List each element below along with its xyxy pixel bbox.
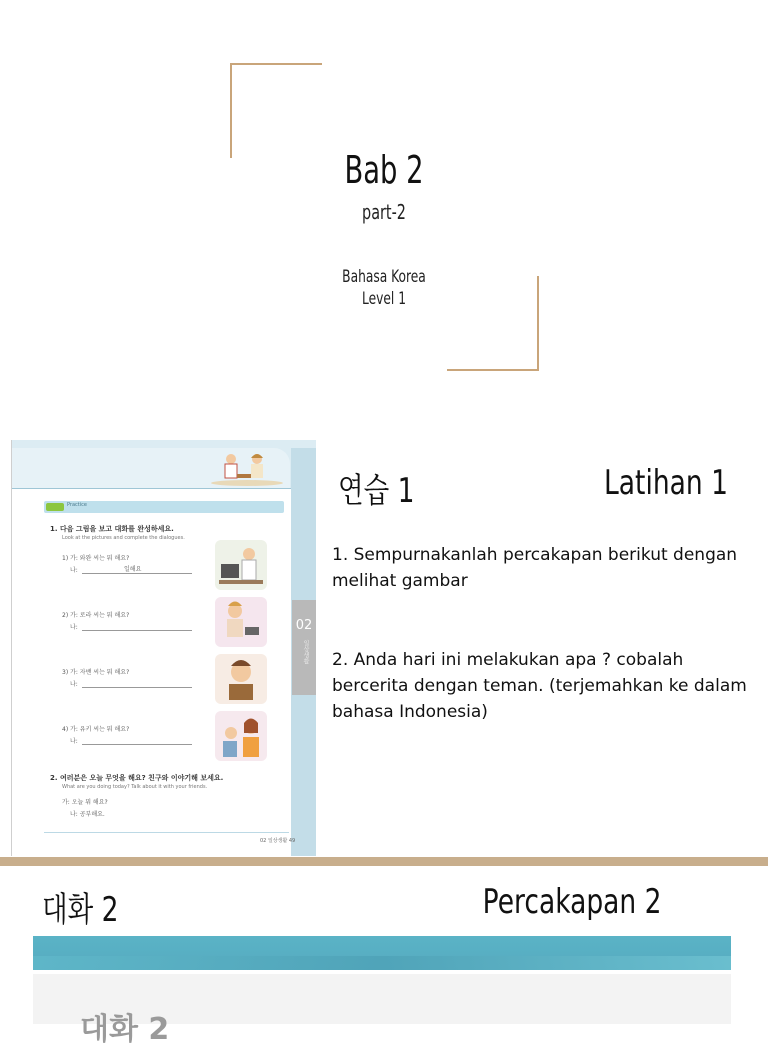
item-4-question: 4) 가: 유키 씨는 뭐 해요?	[62, 726, 130, 733]
item-1-question: 1) 가: 와완 씨는 뭐 해요?	[62, 555, 130, 562]
exercise-heading-indonesian: Latihan 1	[604, 463, 728, 503]
example-line-2: 나: 공부해요.	[70, 811, 105, 818]
instruction-2: 2. Anda hari ini melakukan apa ? cobalah bercerita dengan teman. (terjemahkan ke dalam bahasa Indonesia)	[332, 650, 747, 722]
item-4-answer-line	[82, 744, 192, 745]
question-2-subtitle: What are you doing today? Talk about it with your friends.	[62, 784, 208, 790]
item-3-question: 3) 가: 자밴 씨는 뭐 해요?	[62, 669, 130, 676]
corner-bracket-top-left	[230, 63, 322, 158]
slide-subtitle: part-2	[362, 200, 406, 224]
question-1-title: 1. 다음 그림을 보고 대화를 완성하세요.	[50, 525, 174, 533]
item-3-answer-line	[82, 687, 192, 688]
dialog-heading-korean: 대화 2	[42, 890, 119, 930]
practice-badge	[46, 503, 64, 511]
book-footer-divider	[44, 832, 289, 833]
people-talking-illustration	[207, 450, 287, 488]
man-eating-illustration	[215, 654, 267, 704]
question-2-title: 2. 여러분은 오늘 무엇을 해요? 친구와 이야기해 보세요.	[50, 774, 224, 782]
slide-divider	[0, 857, 768, 866]
book-header-divider	[12, 488, 316, 489]
practice-badge-label: Practice	[67, 502, 87, 508]
question-1-subtitle: Look at the pictures and complete the dialogues.	[62, 535, 185, 541]
exercise-heading-korean: 연습 1	[338, 471, 415, 511]
course-name-line1: Bahasa Korea	[342, 267, 426, 287]
example-line-1: 가: 오늘 뭐 해요?	[62, 799, 108, 806]
instruction-1: 1. Sempurnakanlah percakapan berikut dengan melihat gambar	[332, 545, 738, 591]
item-2-answer-line	[82, 630, 192, 631]
book-chapter-tab-number: 02	[295, 618, 313, 633]
item-4-answer-label: 나:	[70, 738, 78, 745]
item-1-answer: 일해요	[124, 566, 142, 573]
dialog-heading-indonesian: Percakapan 2	[482, 882, 662, 922]
item-2-question: 2) 가: 로라 씨는 뭐 해요?	[62, 612, 130, 619]
item-1-answer-line	[82, 573, 192, 574]
corner-bracket-bottom-right	[447, 276, 539, 371]
dialog-banner-highlight	[33, 956, 731, 970]
dialog-partial-title: 대화 2	[80, 1012, 170, 1047]
item-3-answer-label: 나:	[70, 681, 78, 688]
book-chapter-tab-label: 일상생활	[302, 640, 309, 664]
item-1-answer-label: 나:	[70, 567, 78, 574]
two-women-illustration	[215, 711, 267, 761]
book-page-footer: 02 일상생활 49	[260, 838, 296, 844]
textbook-page-image	[11, 440, 316, 856]
slide-title: Bab 2	[344, 148, 424, 192]
item-2-answer-label: 나:	[70, 624, 78, 631]
office-worker-illustration	[215, 540, 267, 590]
woman-on-phone-illustration	[215, 597, 267, 647]
course-name-line2: Level 1	[362, 289, 406, 309]
